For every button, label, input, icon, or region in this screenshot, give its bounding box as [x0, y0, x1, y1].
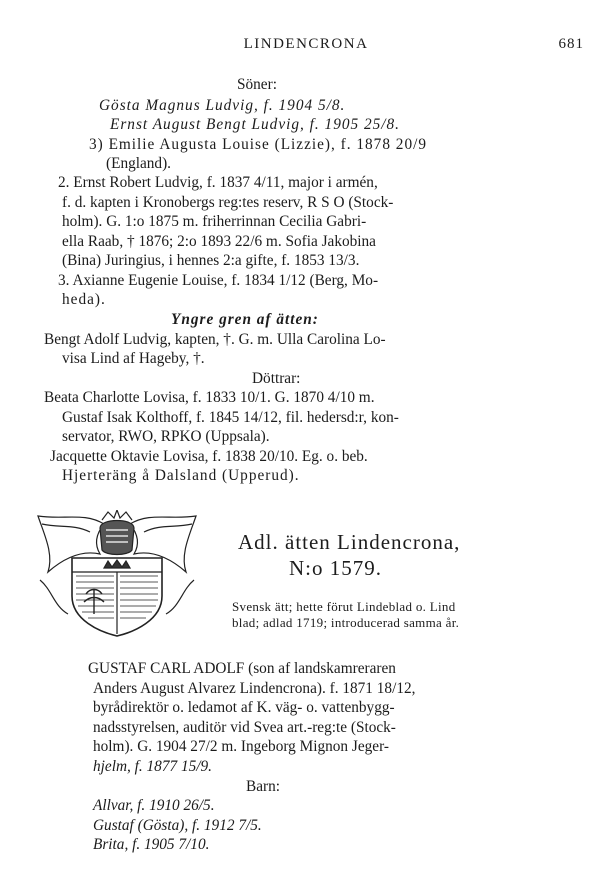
text-line: heda). — [62, 291, 106, 308]
page-header — [0, 36, 612, 58]
text-line: Gustaf Isak Kolthoff, f. 1845 14/12, fil. hedersd:r, kon- — [62, 409, 399, 426]
family-title — [238, 530, 460, 555]
text-line: hjelm, f. 1877 15/9. — [93, 758, 212, 775]
text-line: ella Raab, † 1876; 2:o 1893 22/6 m. Sofia Jakobina — [62, 233, 376, 250]
text-line: 3) Emilie Augusta Louise (Lizzie), f. 1878 20/9 — [89, 136, 427, 153]
text-line: Allvar, f. 1910 26/5. — [93, 797, 215, 814]
text-line: Anders August Alvarez Lindencrona). f. 1871 18/12, — [93, 680, 416, 697]
text-line: Gösta Magnus Ludvig, f. 1904 5/8. — [99, 97, 346, 114]
text-line: Gustaf (Gösta), f. 1912 7/5. — [93, 817, 262, 834]
page-number: 681 — [558, 36, 584, 52]
text-line: Döttrar: — [252, 370, 301, 387]
text-line: Hjerteräng å Dalsland (Upperud). — [62, 467, 300, 484]
text-line: servator, RWO, RPKO (Uppsala). — [62, 428, 270, 445]
text-line: f. d. kapten i Kronobergs reg:tes reserv, R S O (Stock- — [62, 194, 394, 211]
text-line: Jacquette Oktavie Lovisa, f. 1838 20/10. Eg. o. beb. — [50, 448, 368, 465]
running-head: LINDENCRONA — [243, 36, 369, 52]
text-line: Beata Charlotte Lovisa, f. 1833 10/1. G. 1870 4/10 m. — [44, 389, 375, 406]
family-title-line1: Adl. ätten Lindencrona, — [238, 530, 461, 554]
text-line: holm). G. 1:o 1875 m. friherrinnan Cecilia Gabri- — [62, 213, 367, 230]
text-line: 2. Ernst Robert Ludvig, f. 1837 4/11, major i armén, — [58, 174, 378, 191]
family-note-line2: blad; adlad 1719; introducerad samma år. — [232, 615, 460, 630]
text-line: (England). — [106, 155, 171, 172]
family-number — [289, 556, 382, 581]
text-line: Ernst August Bengt Ludvig, f. 1905 25/8. — [110, 116, 400, 133]
text-line: 3. Axianne Eugenie Louise, f. 1834 1/12 (Berg, Mo- — [58, 272, 379, 289]
text-line: Barn: — [246, 778, 280, 795]
family-note-line1: Svensk ätt; hette förut Lindeblad o. Lind — [232, 599, 456, 614]
coat-of-arms-illustration — [34, 510, 200, 638]
text-line: visa Lind af Hageby, †. — [62, 350, 205, 367]
text-line: (Bina) Juringius, i hennes 2:a gifte, f. 1853 13/3. — [62, 252, 360, 269]
text-line: GUSTAF CARL ADOLF (son af landskamreraren — [88, 660, 396, 677]
family-title-line2: N:o 1579. — [289, 556, 382, 580]
text-line: Söner: — [237, 76, 277, 93]
text-line: byrådirektör o. ledamot af K. väg- o. vattenbygg- — [93, 699, 395, 716]
text-line: Yngre gren af ätten: — [171, 311, 319, 328]
text-line: Bengt Adolf Ludvig, kapten, †. G. m. Ulla Carolina Lo- — [44, 331, 386, 348]
text-line: holm). G. 1904 27/2 m. Ingeborg Mignon Jeger- — [93, 738, 389, 755]
text-line: nadsstyrelsen, auditör vid Svea art.-reg:te (Stock- — [93, 719, 396, 736]
text-line: Brita, f. 1905 7/10. — [93, 836, 210, 853]
